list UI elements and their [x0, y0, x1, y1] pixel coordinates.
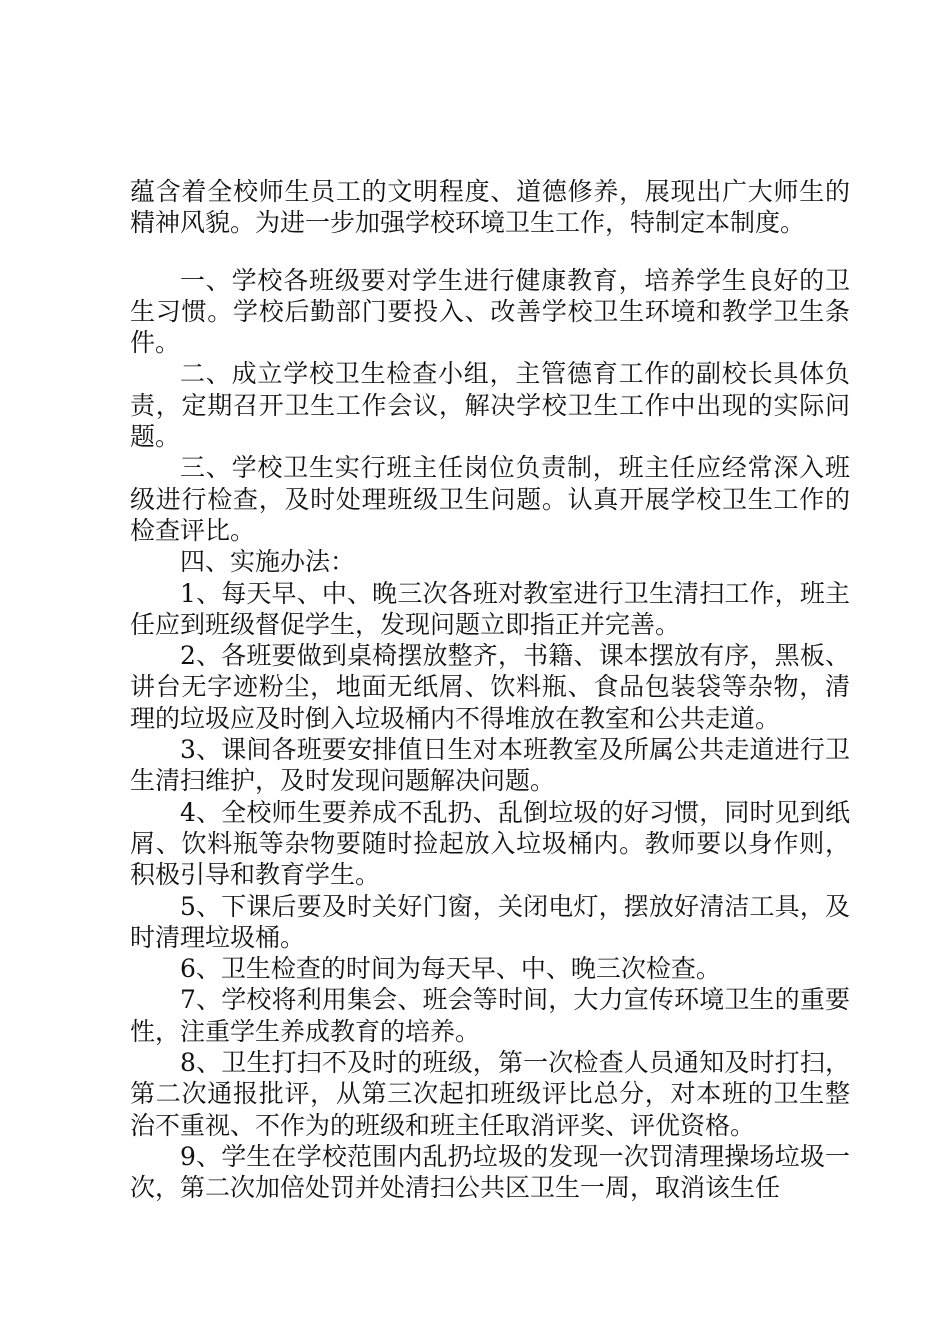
measure-item-1: 1、每天早、中、晚三次各班对教室进行卫生清扫工作，班主任应到班级督促学生，发现问题立即指正并完善。	[130, 578, 850, 639]
section-3-paragraph: 三、学校卫生实行班主任岗位负责制，班主任应经常深入班级进行检查，及时处理班级卫生问题。认真开展学校卫生工作的检查评比。	[130, 453, 850, 545]
measure-item-4: 4、全校师生要养成不乱扔、乱倒垃圾的好习惯，同时见到纸屑、饮料瓶等杂物要随时捡起放入垃圾桶内。教师要以身作则，积极引导和教育学生。	[130, 797, 850, 890]
measure-item-2: 2、各班要做到桌椅摆放整齐，书籍、课本摆放有序，黑板、讲台无字迹粉尘，地面无纸屑、饮料瓶、食品包装袋等杂物，清理的垃圾应及时倒入垃圾桶内不得堆放在教室和公共走道。	[130, 641, 850, 733]
section-2-paragraph: 二、成立学校卫生检查小组，主管德育工作的副校长具体负责，定期召开卫生工作会议，解决学校卫生工作中出现的实际问题。	[130, 359, 850, 452]
measure-item-6: 6、卫生检查的时间为每天早、中、晚三次检查。	[180, 954, 721, 984]
section-1-paragraph: 一、学校各班级要对学生进行健康教育，培养学生良好的卫生习惯。学校后勤部门要投入、改善学校卫生环境和教学卫生条件。	[130, 265, 850, 358]
measure-item-9: 9、学生在学校范围内乱扔垃圾的发现一次罚清理操场垃圾一次，第二次加倍处罚并处清扫公共区卫生一周，取消该生任	[130, 1141, 850, 1203]
measure-item-5: 5、下课后要及时关好门窗，关闭电灯，摆放好清洁工具，及时清理垃圾桶。	[130, 891, 850, 952]
section-4-heading: 四、实施办法：	[180, 547, 356, 577]
measure-item-7: 7、学校将利用集会、班会等时间，大力宣传环境卫生的重要性，注重学生养成教育的培养。	[130, 985, 850, 1046]
measure-item-3: 3、课间各班要安排值日生对本班教室及所属公共走道进行卫生清扫维护，及时发现问题解决问题。	[130, 735, 850, 796]
measure-item-8: 8、卫生打扫不及时的班级，第一次检查人员通知及时打扫，第二次通报批评，从第三次起扣班级评比总分，对本班的卫生整治不重视、不作为的班级和班主任取消评奖、评优资格。	[130, 1048, 850, 1140]
intro-paragraph: 蕴含着全校师生员工的文明程度、道德修养，展现出广大师生的精神风貌。为进一步加强学校环境卫生工作，特制定本制度。	[130, 177, 850, 238]
paragraph-gap	[130, 239, 850, 265]
document-body	[130, 176, 850, 1204]
